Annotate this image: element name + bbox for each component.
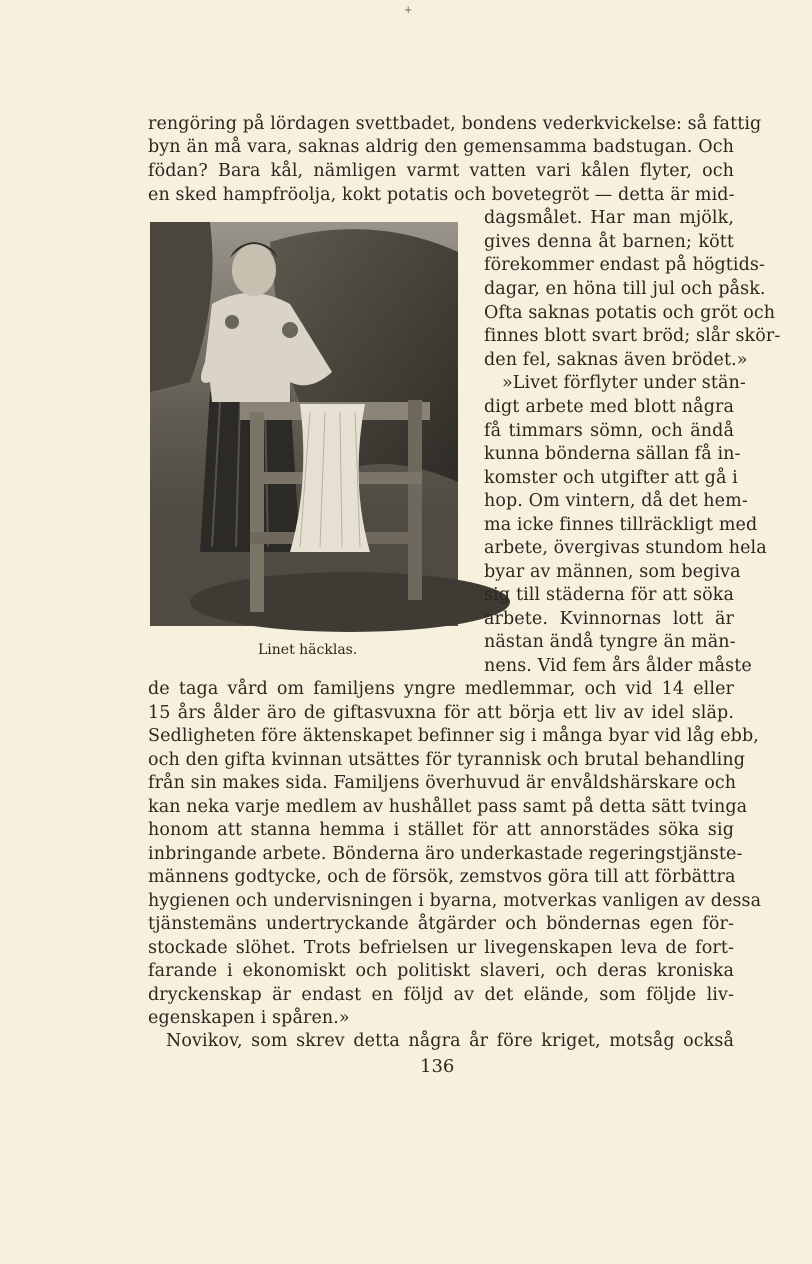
text-line: byn än må vara, saknas aldrig den gemensamma badstugan. Och	[148, 137, 734, 157]
text-line: en sked hampfröolja, kokt potatis och bovetegröt — detta är mid-	[148, 185, 735, 205]
page-number: 136	[420, 1056, 455, 1077]
photo-illustration	[150, 222, 458, 626]
top-mark: +	[404, 5, 413, 16]
column-line: sig till städerna för att söka	[484, 585, 734, 605]
text-line: 15 års ålder äro de giftasvuxna för att börja ett liv av idel släp.	[148, 703, 734, 723]
text-line: kan neka varje medlem av hushållet pass samt på detta sätt tvinga	[148, 797, 748, 817]
text-line: stockade slöhet. Trots befrielsen ur livegenskapen leva de fort-	[148, 938, 734, 958]
column-line: nens. Vid fem års ålder måste	[484, 656, 752, 676]
column-line: gives denna åt barnen; kött	[484, 232, 734, 252]
column-line: Ofta saknas potatis och gröt och	[484, 303, 776, 323]
column-line: byar av männen, som begiva	[484, 562, 741, 582]
column-line: »Livet förflyter under stän-	[502, 373, 746, 393]
text-line: rengöring på lördagen svettbadet, bondens vederkvickelse: så fattig	[148, 114, 762, 134]
column-line: hop. Om vintern, då det hem-	[484, 491, 748, 511]
photo-caption: Linet häcklas.	[258, 642, 358, 658]
column-line: arbete, övergivas stundom hela	[484, 538, 767, 558]
column-line: arbete. Kvinnornas lott är	[484, 609, 734, 629]
text-line: födan? Bara kål, nämligen varmt vatten vari kålen flyter, och	[148, 161, 734, 181]
text-line: Sedligheten före äktenskapet befinner sig i många byar vid låg ebb,	[148, 726, 759, 746]
text-line: Novikov, som skrev detta några år före kriget, motsåg också	[166, 1031, 734, 1051]
text-line: från sin makes sida. Familjens överhuvud är envåldshärskare och	[148, 773, 737, 793]
text-line: hygienen och undervisningen i byarna, motverkas vanligen av dessa	[148, 891, 762, 911]
column-line: dagar, en höna till jul och påsk.	[484, 279, 766, 299]
column-line: komster och utgifter att gå i	[484, 468, 738, 488]
column-line: dagsmålet. Har man mjölk,	[484, 208, 734, 228]
column-line: den fel, saknas även brödet.»	[484, 350, 748, 370]
text-line: tjänstemäns undertryckande åtgärder och böndernas egen för-	[148, 914, 734, 934]
text-line: honom att stanna hemma i stället för att annorstädes söka sig	[148, 820, 734, 840]
photograph-woman-hackling-flax	[150, 222, 458, 626]
text-line: farande i ekonomiskt och politiskt slaveri, och deras kroniska	[148, 961, 734, 981]
column-line: digt arbete med blott några	[484, 397, 734, 417]
column-line: förekommer endast på högtids-	[484, 255, 766, 275]
column-line: nästan ändå tyngre än män-	[484, 632, 736, 652]
column-line: ma icke finnes tillräckligt med	[484, 515, 758, 535]
text-line: de taga vård om familjens yngre medlemmar, och vid 14 eller	[148, 679, 734, 699]
text-line: och den gifta kvinnan utsättes för tyrannisk och brutal behandling	[148, 750, 746, 770]
text-line: inbringande arbete. Bönderna äro underkastade regeringstjänste-	[148, 844, 743, 864]
column-line: kunna bönderna sällan få in-	[484, 444, 741, 464]
text-line: männens godtycke, och de försök, zemstvos göra till att förbättra	[148, 867, 736, 887]
column-line: finnes blott svart bröd; slår skör-	[484, 326, 781, 346]
text-line: dryckenskap är endast en följd av det elände, som följde liv-	[148, 985, 734, 1005]
column-line: få timmars sömn, och ändå	[484, 421, 734, 441]
text-line: egenskapen i spåren.»	[148, 1008, 350, 1028]
